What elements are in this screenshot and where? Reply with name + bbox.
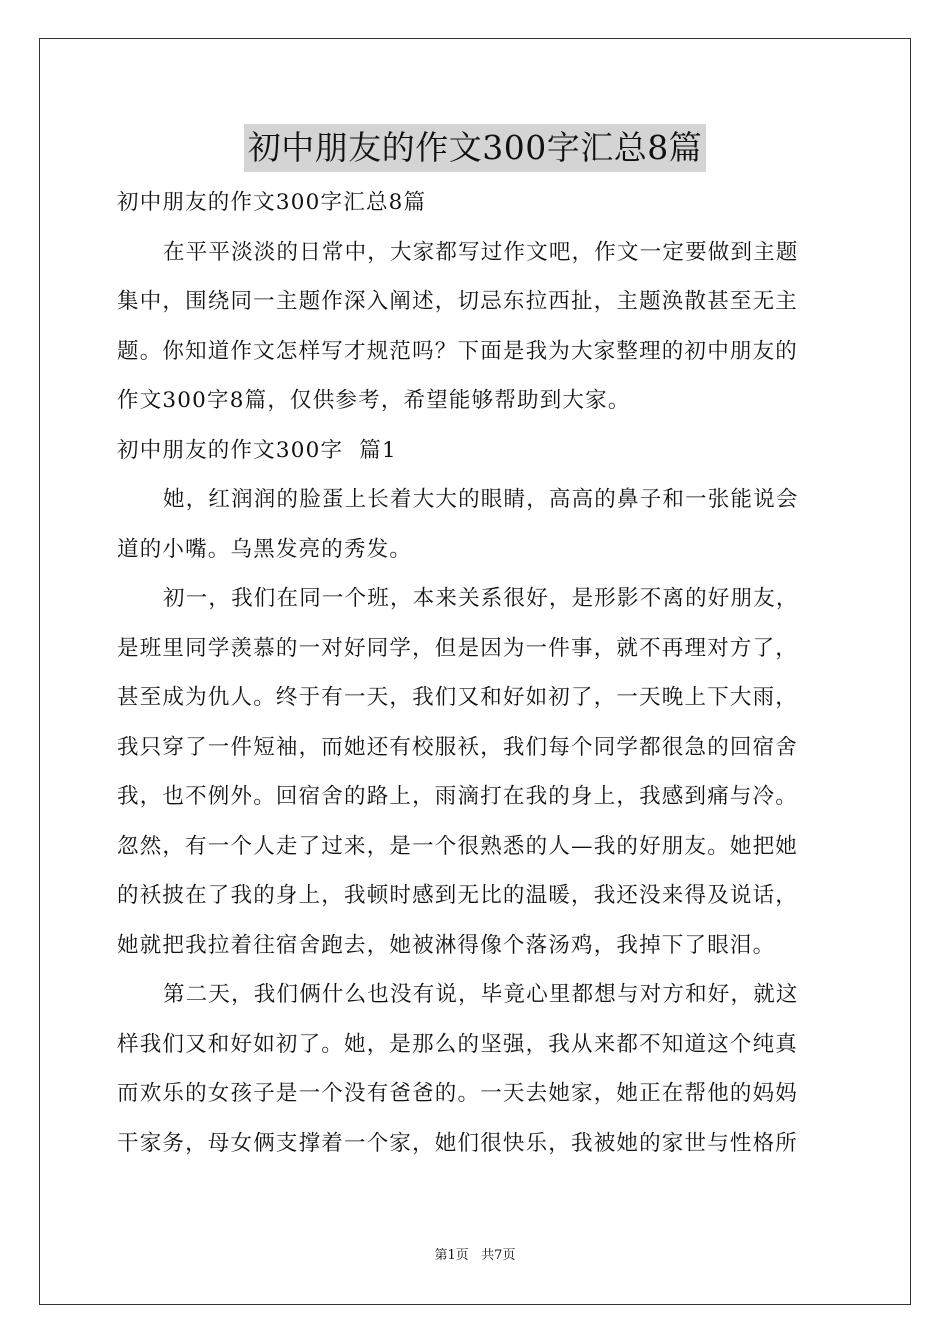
paragraph-line: 是班里同学羡慕的一对好同学，但是因为一件事，就不再理对方了，: [117, 635, 799, 661]
paragraph-line: 干家务，母女俩支撑着一个家，她们很快乐，我被她的家世与性格所: [117, 1130, 799, 1156]
document-body: [117, 178, 837, 1168]
document-subtitle: 初中朋友的作文300字汇总8篇: [117, 190, 427, 215]
section-heading: 初中朋友的作文300字 篇1: [117, 437, 397, 463]
paragraph-line: 我只穿了一件短袖，而她还有校服袄，我们每个同学都很急的回宿舍: [117, 734, 799, 760]
paragraph-line: 甚至成为仇人。终于有一天，我们又和好如初了，一天晚上下大雨，: [117, 685, 799, 710]
paragraph-line: 第二天，我们俩什么也没有说，毕竟心里都想与对方和好，就这: [163, 982, 799, 1007]
paragraph-line: 她，红润润的脸蛋上长着大大的眼睛，高高的鼻子和一张能说会: [163, 487, 799, 512]
intro-line: 作文300字8篇，仅供参考，希望能够帮助到大家。: [117, 388, 631, 413]
paragraph-line: 样我们又和好如初了。她，是那么的坚强，我从来都不知道这个纯真: [117, 1031, 799, 1057]
paragraph-line: 忽然，有一个人走了过来，是一个很熟悉的人—我的好朋友。她把她: [117, 833, 799, 859]
paragraph-line: 我，也不例外。回宿舍的路上，雨滴打在我的身上，我感到痛与冷。: [117, 784, 799, 809]
paragraph-line: 道的小嘴。乌黑发亮的秀发。: [117, 536, 413, 562]
paragraph-line: 初一，我们在同一个班，本来关系很好，是形影不离的好朋友，: [163, 586, 799, 611]
intro-line: 在平平淡淡的日常中，大家都写过作文吧，作文一定要做到主题: [163, 239, 799, 265]
page-footer: 第1页 共7页: [434, 1248, 516, 1263]
intro-line: 集中，围绕同一主题作深入阐述，切忌东拉西扯，主题涣散甚至无主: [117, 289, 799, 314]
paragraph-line: 的袄披在了我的身上，我顿时感到无比的温暖，我还没来得及说话，: [117, 883, 799, 908]
paragraph-line: 而欢乐的女孩子是一个没有爸爸的。一天去她家，她正在帮他的妈妈: [117, 1081, 799, 1106]
document-title: 初中朋友的作文300字汇总8篇: [244, 124, 706, 172]
intro-line: 题。你知道作文怎样写才规范吗？下面是我为大家整理的初中朋友的: [117, 338, 799, 364]
paragraph-line: 她就把我拉着往宿舍跑去，她被淋得像个落汤鸡，我掉下了眼泪。: [117, 932, 776, 958]
document-title-wrap: [0, 124, 950, 172]
